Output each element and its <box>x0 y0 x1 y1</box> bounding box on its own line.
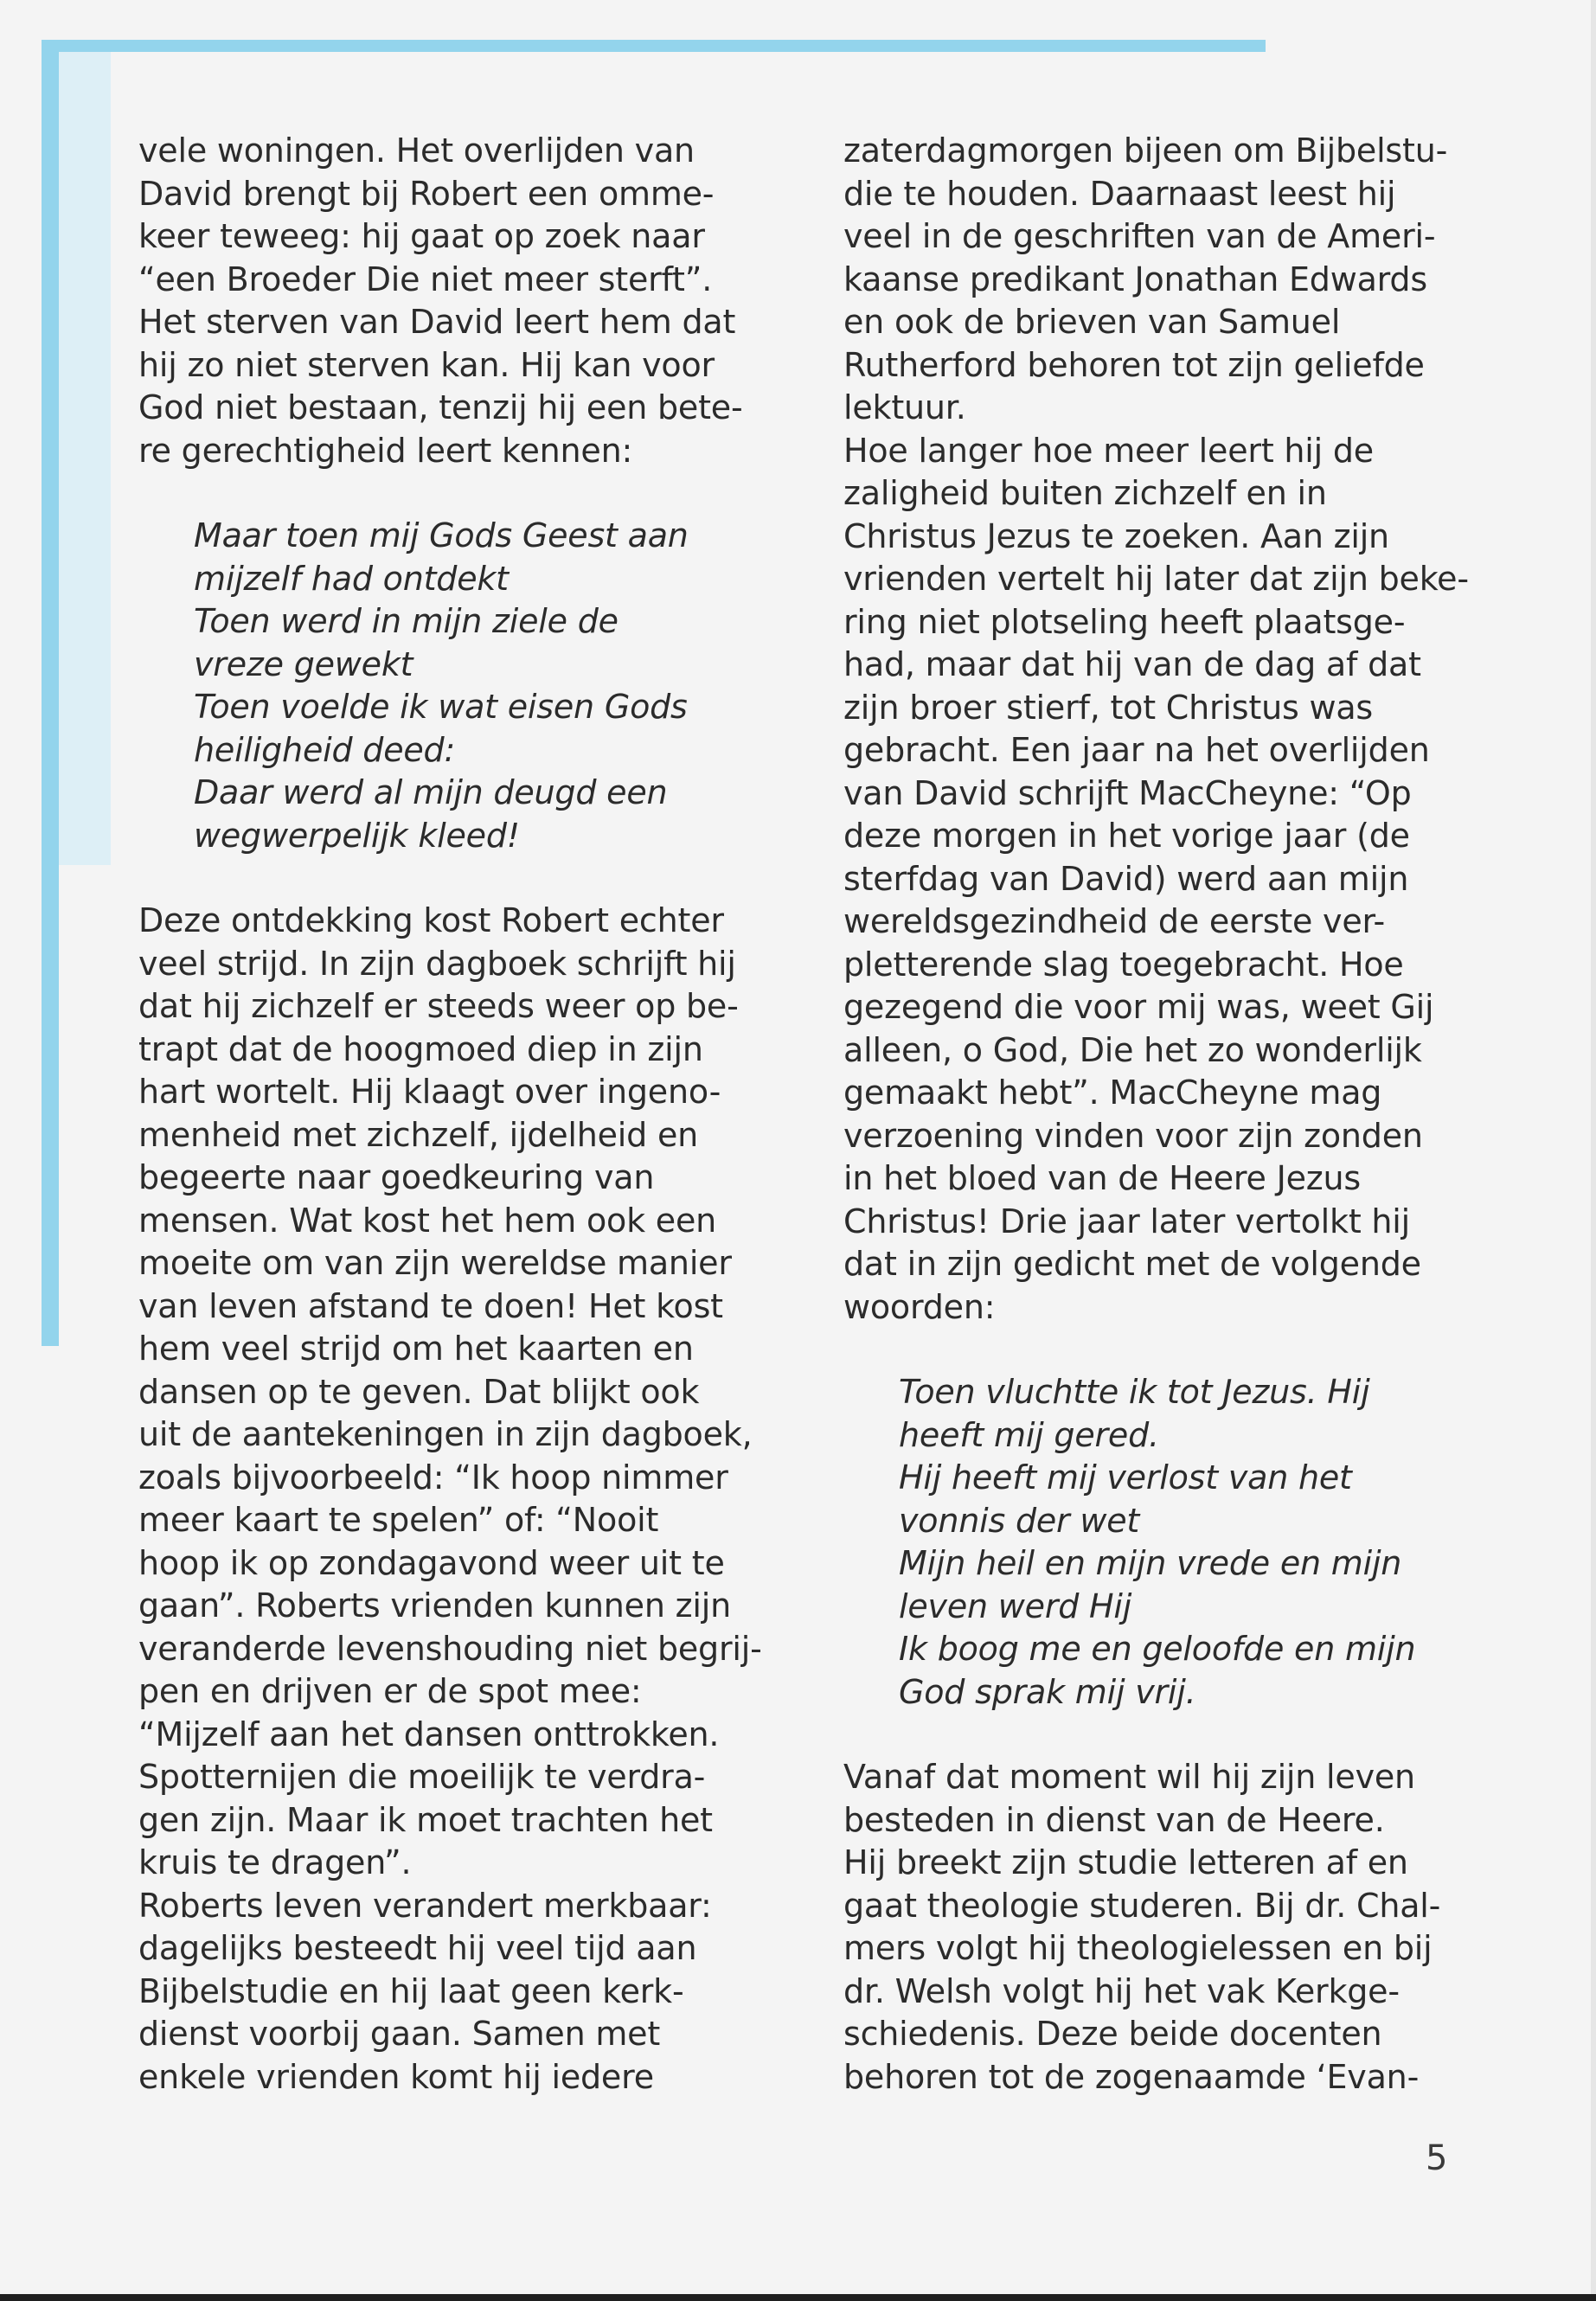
text-line: enkele vrienden komt hij iedere <box>138 2057 654 2096</box>
text-line: David brengt bij Robert een omme- <box>138 174 715 213</box>
text-line: deze morgen in het vorige jaar (de <box>843 817 1410 855</box>
text-line: van leven afstand te doen! Het kost <box>138 1286 723 1325</box>
text-line: Het sterven van David leert hem dat <box>138 303 736 341</box>
paragraph <box>138 130 744 472</box>
text-line: in het bloed van de Heere Jezus <box>843 1159 1361 1197</box>
text-line: mijzelf had ontdekt <box>194 559 509 598</box>
text-line: zaterdagmorgen bijeen om Bijbelstu- <box>843 131 1448 170</box>
text-line: dat hij zichzelf er steeds weer op be- <box>138 987 739 1025</box>
text-line: Roberts leven verandert merkbaar: <box>138 1886 712 1925</box>
text-line: dansen op te geven. Dat blijkt ook <box>138 1372 700 1411</box>
paragraph <box>138 1885 744 2099</box>
text-line: begeerte naar goedkeuring van <box>138 1158 655 1196</box>
paragraph <box>138 900 762 1885</box>
text-line: menheid met zichzelf, ijdelheid en <box>138 1115 699 1154</box>
text-line: hem veel strijd om het kaarten en <box>138 1330 694 1368</box>
text-line: gebracht. Een jaar na het overlijden <box>843 731 1430 769</box>
paragraph <box>843 430 1469 1330</box>
page-edge <box>1591 0 1596 2301</box>
text-line: die te houden. Daarnaast leest hij <box>843 174 1396 213</box>
text-line: veranderde levenshouding niet begrij- <box>138 1629 762 1668</box>
text-line: vreze gewekt <box>194 644 413 683</box>
text-line: dagelijks besteedt hij veel tijd aan <box>138 1929 697 1967</box>
text-line: mensen. Wat kost het hem ook een <box>138 1201 717 1240</box>
text-line: Deze ontdekking kost Robert echter <box>138 901 724 939</box>
text-line: hart wortelt. Hij klaagt over ingeno- <box>138 1073 721 1111</box>
paragraph <box>843 130 1466 430</box>
text-line: heeft mij gered. <box>899 1415 1159 1454</box>
text-line: “Mijzelf aan het dansen onttrokken. <box>138 1715 720 1753</box>
text-line: veel strijd. In zijn dagboek schrijft hij <box>138 944 736 983</box>
text-line: meer kaart te spelen” of: “Nooit <box>138 1501 659 1539</box>
text-line: gaan”. Roberts vrienden kunnen zijn <box>138 1586 731 1625</box>
text-line: vonnis der wet <box>899 1501 1140 1540</box>
text-line: Christus Jezus te zoeken. Aan zijn <box>843 516 1389 555</box>
text-line: Toen werd in mijn ziele de <box>194 602 619 640</box>
text-line: had, maar dat hij van de dag af dat <box>843 645 1421 683</box>
paragraph <box>843 1756 1466 1842</box>
text-line: Mijn heil en mijn vrede en mijn <box>899 1544 1402 1582</box>
text-line: sterfdag van David) werd aan mijn <box>843 859 1409 898</box>
text-line: Bijbelstudie en hij laat geen kerk- <box>138 1971 684 2010</box>
top-accent-rule <box>42 40 1266 52</box>
text-line: Toen vluchtte ik tot Jezus. Hij <box>899 1373 1370 1411</box>
text-line: God niet bestaan, tenzij hij een bete- <box>138 388 743 426</box>
text-line: re gerechtigheid leert kennen: <box>138 431 633 470</box>
text-line: mers volgt hij theologielessen en bij <box>843 1929 1433 1967</box>
text-line: wegwerpelijk kleed! <box>194 816 520 855</box>
paragraph <box>843 1842 1466 2099</box>
text-line: God sprak mij vrij. <box>899 1672 1196 1711</box>
text-line: zijn broer stierf, tot Christus was <box>843 688 1374 727</box>
text-line: Hij heeft mij verlost van het <box>899 1458 1352 1497</box>
text-line: Christus! Drie jaar later vertolkt hij <box>843 1202 1411 1240</box>
text-line: kaanse predikant Jonathan Edwards <box>843 260 1427 298</box>
text-line: van David schrijft MacCheyne: “Op <box>843 773 1412 812</box>
text-line: heiligheid deed: <box>194 730 456 769</box>
text-line: behoren tot de zogenaamde ‘Evan- <box>843 2057 1420 2096</box>
text-line: pletterende slag toegebracht. Hoe <box>843 945 1404 984</box>
poem-quote <box>899 1371 1466 1714</box>
text-line: vele woningen. Het overlijden van <box>138 131 695 170</box>
text-line: Rutherford behoren tot zijn geliefde <box>843 345 1425 384</box>
text-line: Hij breekt zijn studie letteren af en <box>843 1843 1408 1881</box>
text-line: alleen, o God, Die het zo wonderlijk <box>843 1030 1422 1069</box>
text-line: Vanaf dat moment wil hij zijn leven <box>843 1758 1415 1796</box>
text-line: Maar toen mij Gods Geest aan <box>194 516 689 554</box>
text-line: ring niet plotseling heeft plaatsge- <box>843 602 1406 641</box>
text-line: gaat theologie studeren. Bij dr. Chal- <box>843 1886 1441 1925</box>
text-line: pen en drijven er de spot mee: <box>138 1672 642 1710</box>
left-accent-rule <box>42 40 59 1346</box>
text-line: wereldsgezindheid de eerste ver- <box>843 902 1386 940</box>
text-line: dienst voorbij gaan. Samen met <box>138 2015 661 2053</box>
text-line: kruis te dragen”. <box>138 1843 412 1881</box>
text-line: Daar werd al mijn deugd een <box>194 773 668 811</box>
text-line: hij zo niet sterven kan. Hij kan voor <box>138 345 715 384</box>
text-line: trapt dat de hoogmoed diep in zijn <box>138 1029 703 1068</box>
text-line: Spotternijen die moeilijk te verdra- <box>138 1758 706 1796</box>
right-column <box>843 130 1469 2099</box>
text-line: leven werd Hij <box>899 1586 1132 1625</box>
text-line: dr. Welsh volgt hij het vak Kerkge- <box>843 1971 1400 2010</box>
left-column <box>138 130 762 2099</box>
text-line: “een Broeder Die niet meer sterft”. <box>138 260 713 298</box>
text-line: vrienden vertelt hij later dat zijn beke- <box>843 560 1469 598</box>
text-line: veel in de geschriften van de Ameri- <box>843 217 1436 255</box>
text-line: gezegend die voor mij was, weet Gij <box>843 988 1434 1026</box>
text-line: Toen voelde ik wat eisen Gods <box>194 688 688 726</box>
text-line: schiedenis. Deze beide docenten <box>843 2015 1382 2053</box>
text-line: lektuur. <box>843 388 966 426</box>
text-line: besteden in dienst van de Heere. <box>843 1800 1385 1839</box>
text-line: en ook de brieven van Samuel <box>843 303 1341 341</box>
text-line: Hoe langer hoe meer leert hij de <box>843 431 1374 470</box>
bottom-edge <box>0 2294 1596 2301</box>
poem-quote <box>194 515 744 857</box>
text-line: Ik boog me en geloofde en mijn <box>899 1630 1416 1668</box>
text-line: gen zijn. Maar ik moet trachten het <box>138 1800 713 1839</box>
text-line: zaligheid buiten zichzelf en in <box>843 474 1327 512</box>
text-line: zoals bijvoorbeeld: “Ik hoop nimmer <box>138 1458 728 1497</box>
text-line: keer teweeg: hij gaat op zoek naar <box>138 217 705 255</box>
tinted-panel <box>59 52 111 865</box>
text-line: verzoening vinden voor zijn zonden <box>843 1116 1423 1155</box>
text-line: uit de aantekeningen in zijn dagboek, <box>138 1415 753 1453</box>
page-number: 5 <box>1426 2138 1448 2178</box>
text-line: woorden: <box>843 1287 996 1326</box>
text-line: dat in zijn gedicht met de volgende <box>843 1245 1421 1283</box>
text-line: moeite om van zijn wereldse manier <box>138 1244 732 1282</box>
text-line: gemaakt hebt”. MacCheyne mag <box>843 1074 1382 1112</box>
text-line: hoop ik op zondagavond weer uit te <box>138 1543 725 1582</box>
